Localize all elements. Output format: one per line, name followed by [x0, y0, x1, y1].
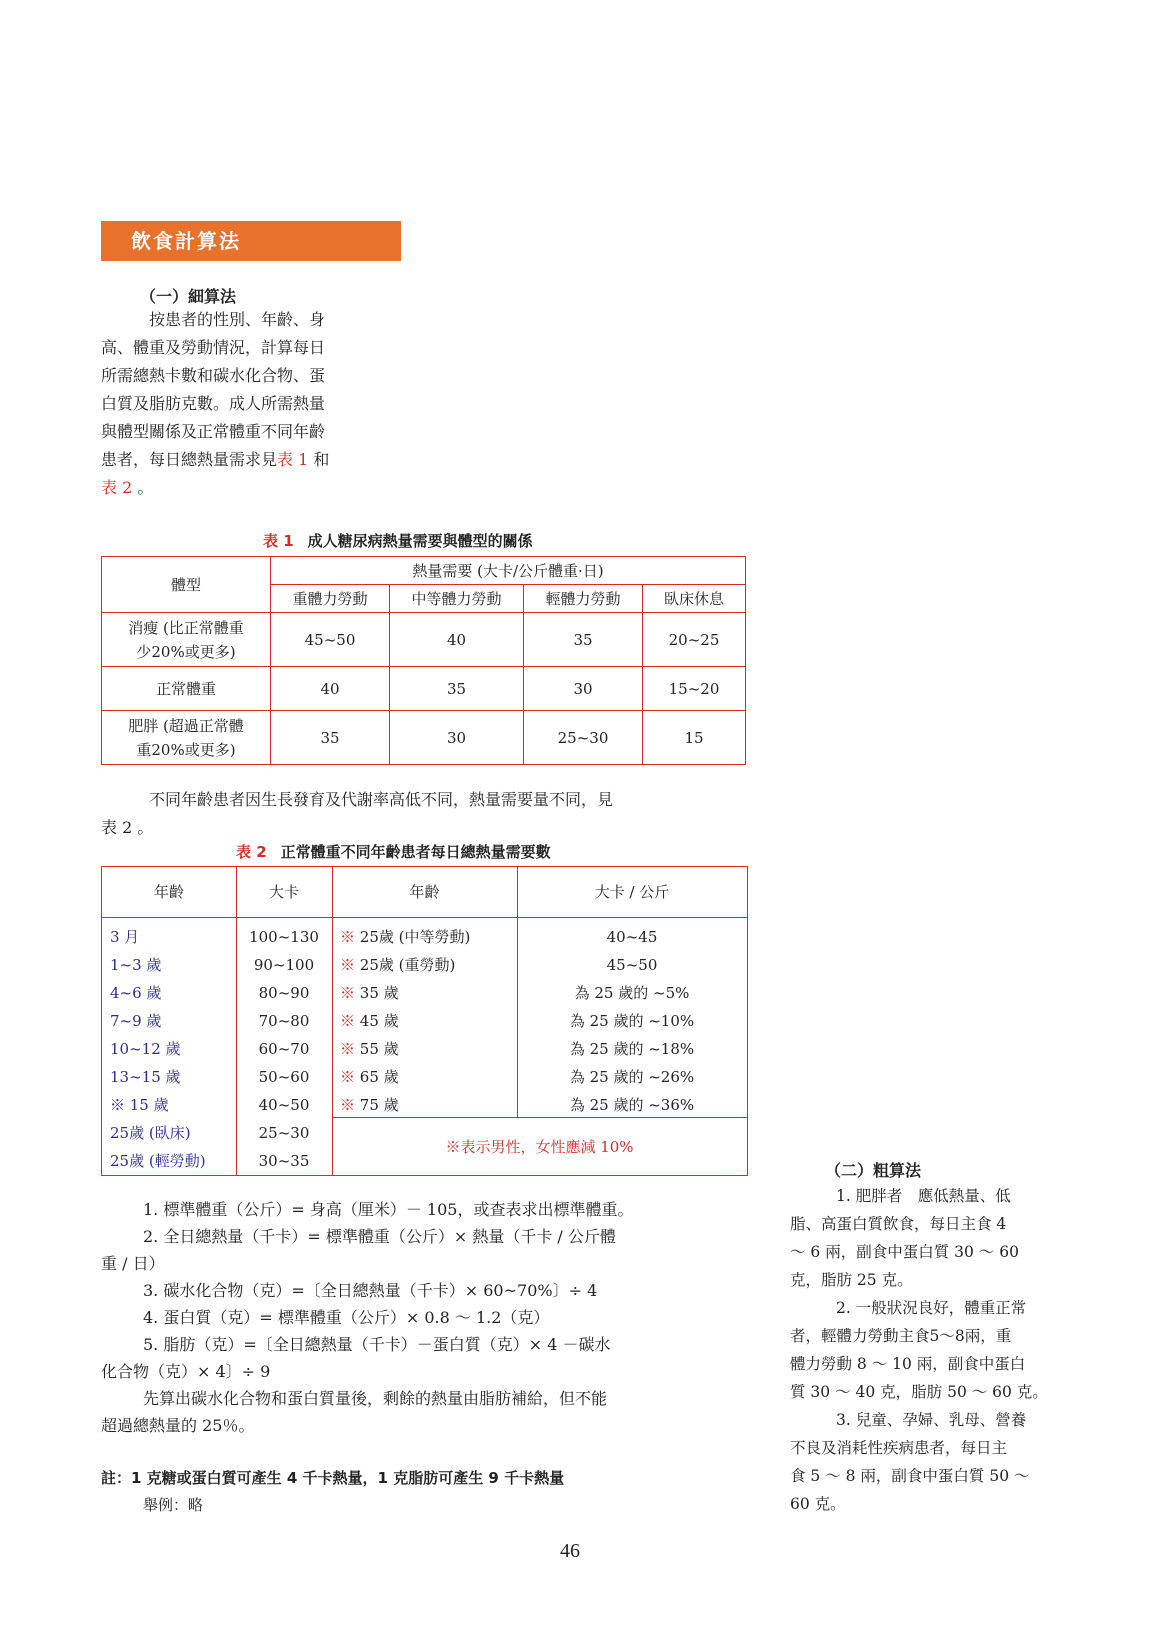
age-text: 35 歲	[355, 984, 399, 1002]
para-line: 不同年齡患者因生長發育及代謝率高低不同，熱量需要量不同，見	[149, 790, 614, 809]
table2-age-cell: 4~6 歲	[110, 984, 162, 1002]
table2-age-cell	[340, 979, 517, 1007]
formula-list	[101, 1196, 746, 1439]
table1-cell: 20~25	[643, 613, 746, 667]
para-line: 所需總熱卡數和碳水化合物、蛋	[101, 366, 326, 385]
para-line	[101, 446, 401, 474]
section2-line: 質 30 ～ 40 克，脂肪 50 ～ 60 克。	[790, 1383, 1048, 1401]
table2-kcal-cell: 50~60	[258, 1068, 310, 1086]
table2-kcal-cell: 60~70	[258, 1040, 310, 1058]
table1-title: 成人糖尿病熱量需要與體型的關係	[307, 532, 533, 550]
male-mark: ※	[340, 1096, 356, 1114]
para-text: 。	[132, 478, 154, 497]
table2-age-cell	[340, 1035, 517, 1063]
section2-line: 者，輕體力勞動主食5～8兩，重	[790, 1327, 1012, 1345]
table2-footnote: ※表示男性，女性應減 10%	[445, 1138, 634, 1156]
table1-ref-link[interactable]: 表 1	[277, 450, 309, 469]
formula-line: 4. 蛋白質（克）= 標準體重（公斤）× 0.8 ～ 1.2（克）	[143, 1308, 550, 1327]
age-text: 45 歲	[355, 1012, 399, 1030]
male-mark: ※	[340, 1040, 356, 1058]
age-text: 55 歲	[355, 1040, 399, 1058]
formula-line: 3. 碳水化合物（克）=〔全日總熱量（千卡）× 60~70%〕÷ 4	[143, 1281, 598, 1300]
male-mark: ※	[340, 984, 356, 1002]
table1	[101, 556, 746, 765]
para-line: 與體型關係及正常體重不同年齡	[101, 422, 326, 441]
table1-col-header: 重體力勞動	[271, 585, 390, 613]
table2-age-cell: 1~3 歲	[110, 956, 162, 974]
table1-cell: 40	[390, 613, 524, 667]
age-text: 75 歲	[355, 1096, 399, 1114]
table2-value-cell: 40~45	[606, 928, 658, 946]
table2-age-cell: ※ 15 歲	[110, 1096, 169, 1114]
section2-line: 體力勞動 8 ～ 10 兩，副食中蛋白	[790, 1355, 1026, 1373]
table2-age-cell	[340, 1063, 517, 1091]
formula-line: 先算出碳水化合物和蛋白質量後，剩餘的熱量由脂肪補給，但不能	[143, 1389, 608, 1408]
section2-line: 克，脂肪 25 克。	[790, 1271, 913, 1289]
table2-value-cell: 45~50	[606, 956, 658, 974]
male-mark: ※	[340, 956, 356, 974]
table-row	[102, 613, 746, 667]
table2-ref-link[interactable]: 表 2	[101, 478, 133, 497]
table-row	[102, 711, 746, 765]
para-text: 患者，每日總熱量需求見	[101, 450, 278, 469]
table1-header-type: 體型	[102, 557, 271, 613]
formula-line: 2. 全日總熱量（千卡）= 標準體重（公斤）× 熱量（千卡 / 公斤體	[143, 1227, 616, 1246]
table1-cell: 25~30	[524, 711, 643, 765]
table2-age-cell	[340, 1007, 517, 1035]
table2-kcal-cell: 80~90	[258, 984, 310, 1002]
table2-right-values	[517, 923, 747, 1119]
para-line: 按患者的性別、年齡、身	[149, 310, 326, 329]
table2-age-cell	[340, 923, 517, 951]
table2-caption	[236, 841, 551, 862]
table2-age-cell: 25歲 (臥床)	[110, 1124, 191, 1142]
table2-label: 表 2	[236, 843, 267, 861]
table1-cell: 15	[643, 711, 746, 765]
table2-left-ages	[110, 923, 236, 1175]
table1-col-header: 臥床休息	[643, 585, 746, 613]
table1-cell: 35	[271, 711, 390, 765]
formula-line: 重 / 日）	[101, 1254, 165, 1273]
table2-value-cell: 為 25 歲的 ~10%	[569, 1012, 695, 1030]
table2	[101, 866, 748, 1176]
male-mark: ※	[340, 1012, 356, 1030]
table-row	[102, 667, 746, 711]
age-text: 25歲 (重勞動)	[355, 956, 456, 974]
table2-header: 大卡 / 公斤	[594, 883, 670, 901]
note: 註：1 克糖或蛋白質可產生 4 千卡熱量，1 克脂肪可產生 9 千卡熱量	[101, 1469, 565, 1487]
section2-heading: （二）粗算法	[825, 1161, 922, 1180]
section2-line: 食 5 ～ 8 兩，副食中蛋白質 50 ～	[790, 1467, 1030, 1485]
table1-row-type: 正常體重	[102, 667, 271, 711]
table1-cell: 35	[524, 613, 643, 667]
table1-group-header: 熱量需要 (大卡/公斤體重·日)	[271, 557, 746, 585]
para-line	[101, 474, 401, 502]
table2-right-ages	[340, 923, 517, 1119]
formula-line: 超過總熱量的 25％。	[101, 1416, 255, 1435]
table2-age-cell: 3 月	[110, 928, 140, 946]
table1-col-header: 輕體力勞動	[524, 585, 643, 613]
table1-cell: 35	[390, 667, 524, 711]
formula-line: 化合物（克）× 4〕÷ 9	[101, 1362, 271, 1381]
table2-value-cell: 為 25 歲的 ~36%	[569, 1096, 695, 1114]
section2-line: ～ 6 兩，副食中蛋白質 30 ～ 60	[790, 1243, 1019, 1261]
table2-header: 年齡	[409, 883, 440, 901]
table2-age-cell: 25歲 (輕勞動)	[110, 1152, 206, 1170]
table1-cell: 40	[271, 667, 390, 711]
table1-label: 表 1	[263, 532, 294, 550]
table1-cell: 15~20	[643, 667, 746, 711]
section2-line: 脂、高蛋白質飲食，每日主食 4	[790, 1215, 1007, 1233]
table2-age-cell: 10~12 歲	[110, 1040, 181, 1058]
table1-cell: 45~50	[271, 613, 390, 667]
section2-line: 不良及消耗性疾病患者，每日主	[790, 1439, 1008, 1457]
table2-kcal-cell: 90~100	[253, 956, 315, 974]
table2-title: 正常體重不同年齡患者每日總熱量需要數	[280, 843, 551, 861]
table1-cell: 30	[524, 667, 643, 711]
age-text: 25歲 (中等勞動)	[355, 928, 471, 946]
section2-line: 1. 肥胖者 應低熱量、低	[836, 1187, 1011, 1205]
section1-heading: （一）細算法	[140, 287, 237, 306]
type-line: 肥胖 (超過正常體	[128, 716, 244, 735]
age-text: 65 歲	[355, 1068, 399, 1086]
table2-header: 年齡	[153, 883, 184, 901]
section2-body	[790, 1182, 1090, 1518]
section1-paragraph	[101, 306, 401, 502]
section2-line: 2. 一般狀況良好，體重正常	[836, 1299, 1027, 1317]
table2-kcal-cell: 30~35	[258, 1152, 310, 1170]
section2-line: 60 克。	[790, 1495, 846, 1513]
table1-col-header: 中等體力勞動	[390, 585, 524, 613]
para-line: 高、體重及勞動情況，計算每日	[101, 338, 326, 357]
table2-header: 大卡	[268, 883, 299, 901]
table1-row-type	[102, 613, 271, 667]
type-line: 少20%或更多)	[136, 642, 236, 661]
table1-row-type	[102, 711, 271, 765]
table2-age-cell: 7~9 歲	[110, 1012, 162, 1030]
para-line: 表 2 。	[101, 818, 154, 837]
table2-age-cell	[340, 1091, 517, 1119]
male-mark: ※	[340, 928, 356, 946]
between-paragraph	[101, 786, 746, 842]
para-text: 和	[308, 450, 330, 469]
page-number: 46	[560, 1540, 580, 1562]
section-banner: 飲食計算法	[101, 221, 401, 261]
formula-line: 5. 脂肪（克）=〔全日總熱量（千卡）－蛋白質（克）× 4 －碳水	[143, 1335, 611, 1354]
type-line: 消瘦 (比正常體重	[128, 618, 244, 637]
table1-cell: 30	[390, 711, 524, 765]
table2-kcal-cell: 100~130	[249, 928, 319, 946]
table2-kcal-cell: 70~80	[258, 1012, 310, 1030]
table2-value-cell: 為 25 歲的 ~26%	[569, 1068, 695, 1086]
section2-line: 3. 兒童、孕婦、乳母、營養	[836, 1411, 1027, 1429]
table1-caption	[263, 530, 533, 551]
para-line: 白質及脂肪克數。成人所需熱量	[101, 394, 326, 413]
table2-age-cell: 13~15 歲	[110, 1068, 181, 1086]
table2-left-kcal	[236, 923, 332, 1175]
example: 舉例：略	[143, 1496, 204, 1514]
table2-kcal-cell: 40~50	[258, 1096, 310, 1114]
table2-kcal-cell: 25~30	[258, 1124, 310, 1142]
table2-value-cell: 為 25 歲的 ~5%	[574, 984, 690, 1002]
formula-line: 1. 標準體重（公斤）= 身高（厘米）－ 105，或查表求出標準體重。	[143, 1200, 634, 1219]
table2-age-cell	[340, 951, 517, 979]
type-line: 重20%或更多)	[136, 740, 236, 759]
table2-value-cell: 為 25 歲的 ~18%	[569, 1040, 695, 1058]
male-mark: ※	[340, 1068, 356, 1086]
